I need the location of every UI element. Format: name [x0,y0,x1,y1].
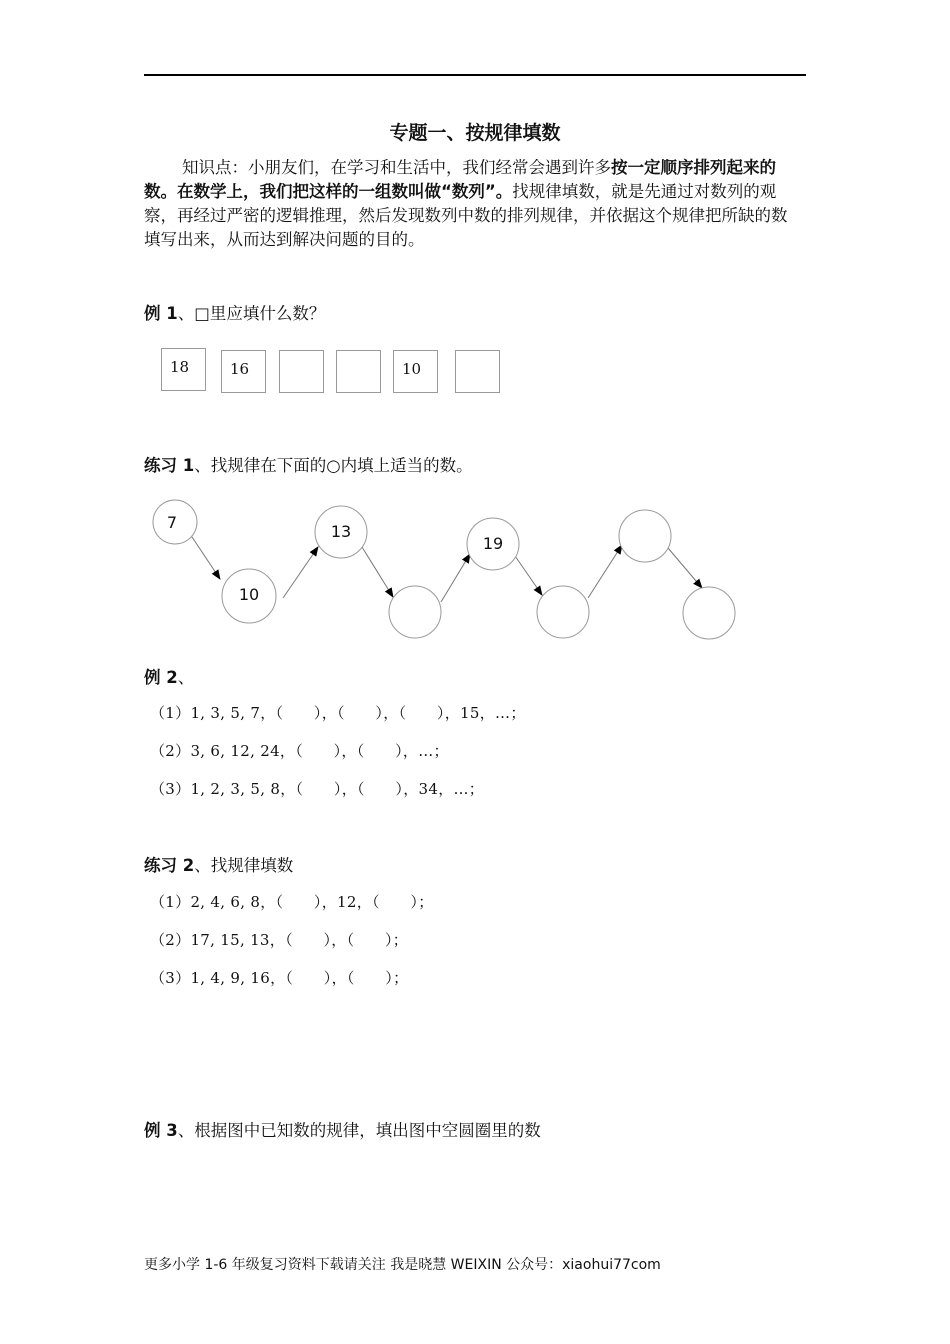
intro-text-1: 知识点：小朋友们，在学习和生活中，我们经常会遇到许多 [182,158,611,177]
top-rule [144,74,806,76]
arrow-line [362,547,393,597]
example3-heading [144,1117,541,1141]
intro-text-2: 找规律填数，就是先通过对数列的观察，再经过严密的逻辑推理，然后发现数列中数的排列规律，并依据这个规律把所缺的数填写出来，从而达到解决问题的目的。 [144,182,788,249]
practice2-line-2: （2）17, 15, 13，（ ），（ ）； [150,931,409,949]
number-circle[interactable] [619,510,671,562]
sequence-box[interactable]: 18 [161,348,206,391]
example2-heading [144,664,194,688]
example2-line-2: （2）3, 6, 12, 24，（ ），（ ），…； [150,742,449,760]
sequence-box[interactable]: 16 [221,350,266,393]
page-title: 专题一、按规律填数 [389,122,561,144]
circle-number: 13 [330,522,352,541]
footer-note: 更多小学 1-6 年级复习资料下载请关注 我是晓慧 WEIXIN 公众号：xiaohui77com [144,1257,661,1273]
example3-text: 、根据图中已知数的规律，填出图中空圆圈里的数 [177,1121,541,1140]
example1-heading [144,300,325,324]
circle-number: 10 [238,585,260,604]
practice1-label: 练习 1 [144,456,195,475]
practice2-line-1: （1）2, 4, 6, 8，（ ），12，（ ）； [150,893,434,911]
practice2-text: 、找规律填数 [194,856,294,875]
practice1-heading [144,452,473,476]
arrow-line [588,545,622,598]
arrow-line [283,547,318,598]
arrow-line [190,534,220,579]
sequence-box[interactable] [279,350,324,393]
practice2-label: 练习 2 [144,856,195,875]
example1-label: 例 1 [144,304,178,323]
example2-text: 、 [177,668,195,687]
number-circle[interactable] [537,586,589,638]
arrow-line [513,553,542,595]
example3-label: 例 3 [144,1121,178,1140]
sequence-box[interactable] [336,350,381,393]
sequence-box[interactable]: 10 [393,350,438,393]
example2-label: 例 2 [144,668,178,687]
circle-sequence-diagram [0,490,950,650]
arrow-line [668,548,702,588]
intro-paragraph [144,156,800,252]
example2-line-3: （3）1, 2, 3, 5, 8，（ ），（ ），34，…； [150,780,485,798]
circle-number: 7 [166,513,178,532]
intro-bold-text: 按一定顺序排列起来的数。在数学上，我们把这样的一组数叫做“数列”。 [144,158,776,201]
practice1-text: 、找规律在下面的○内填上适当的数。 [194,456,473,475]
circle-number: 19 [482,534,504,553]
number-circle[interactable] [389,586,441,638]
example1-text: 、□里应填什么数？ [177,304,326,323]
practice2-heading [144,852,293,876]
number-circle[interactable] [683,587,735,639]
sequence-box[interactable] [455,350,500,393]
example2-line-1: （1）1, 3, 5, 7，（ ），（ ），（ ），15，…； [150,704,526,722]
arrow-line [441,554,470,602]
practice2-line-3: （3）1, 4, 9, 16，（ ），（ ）； [150,969,409,987]
